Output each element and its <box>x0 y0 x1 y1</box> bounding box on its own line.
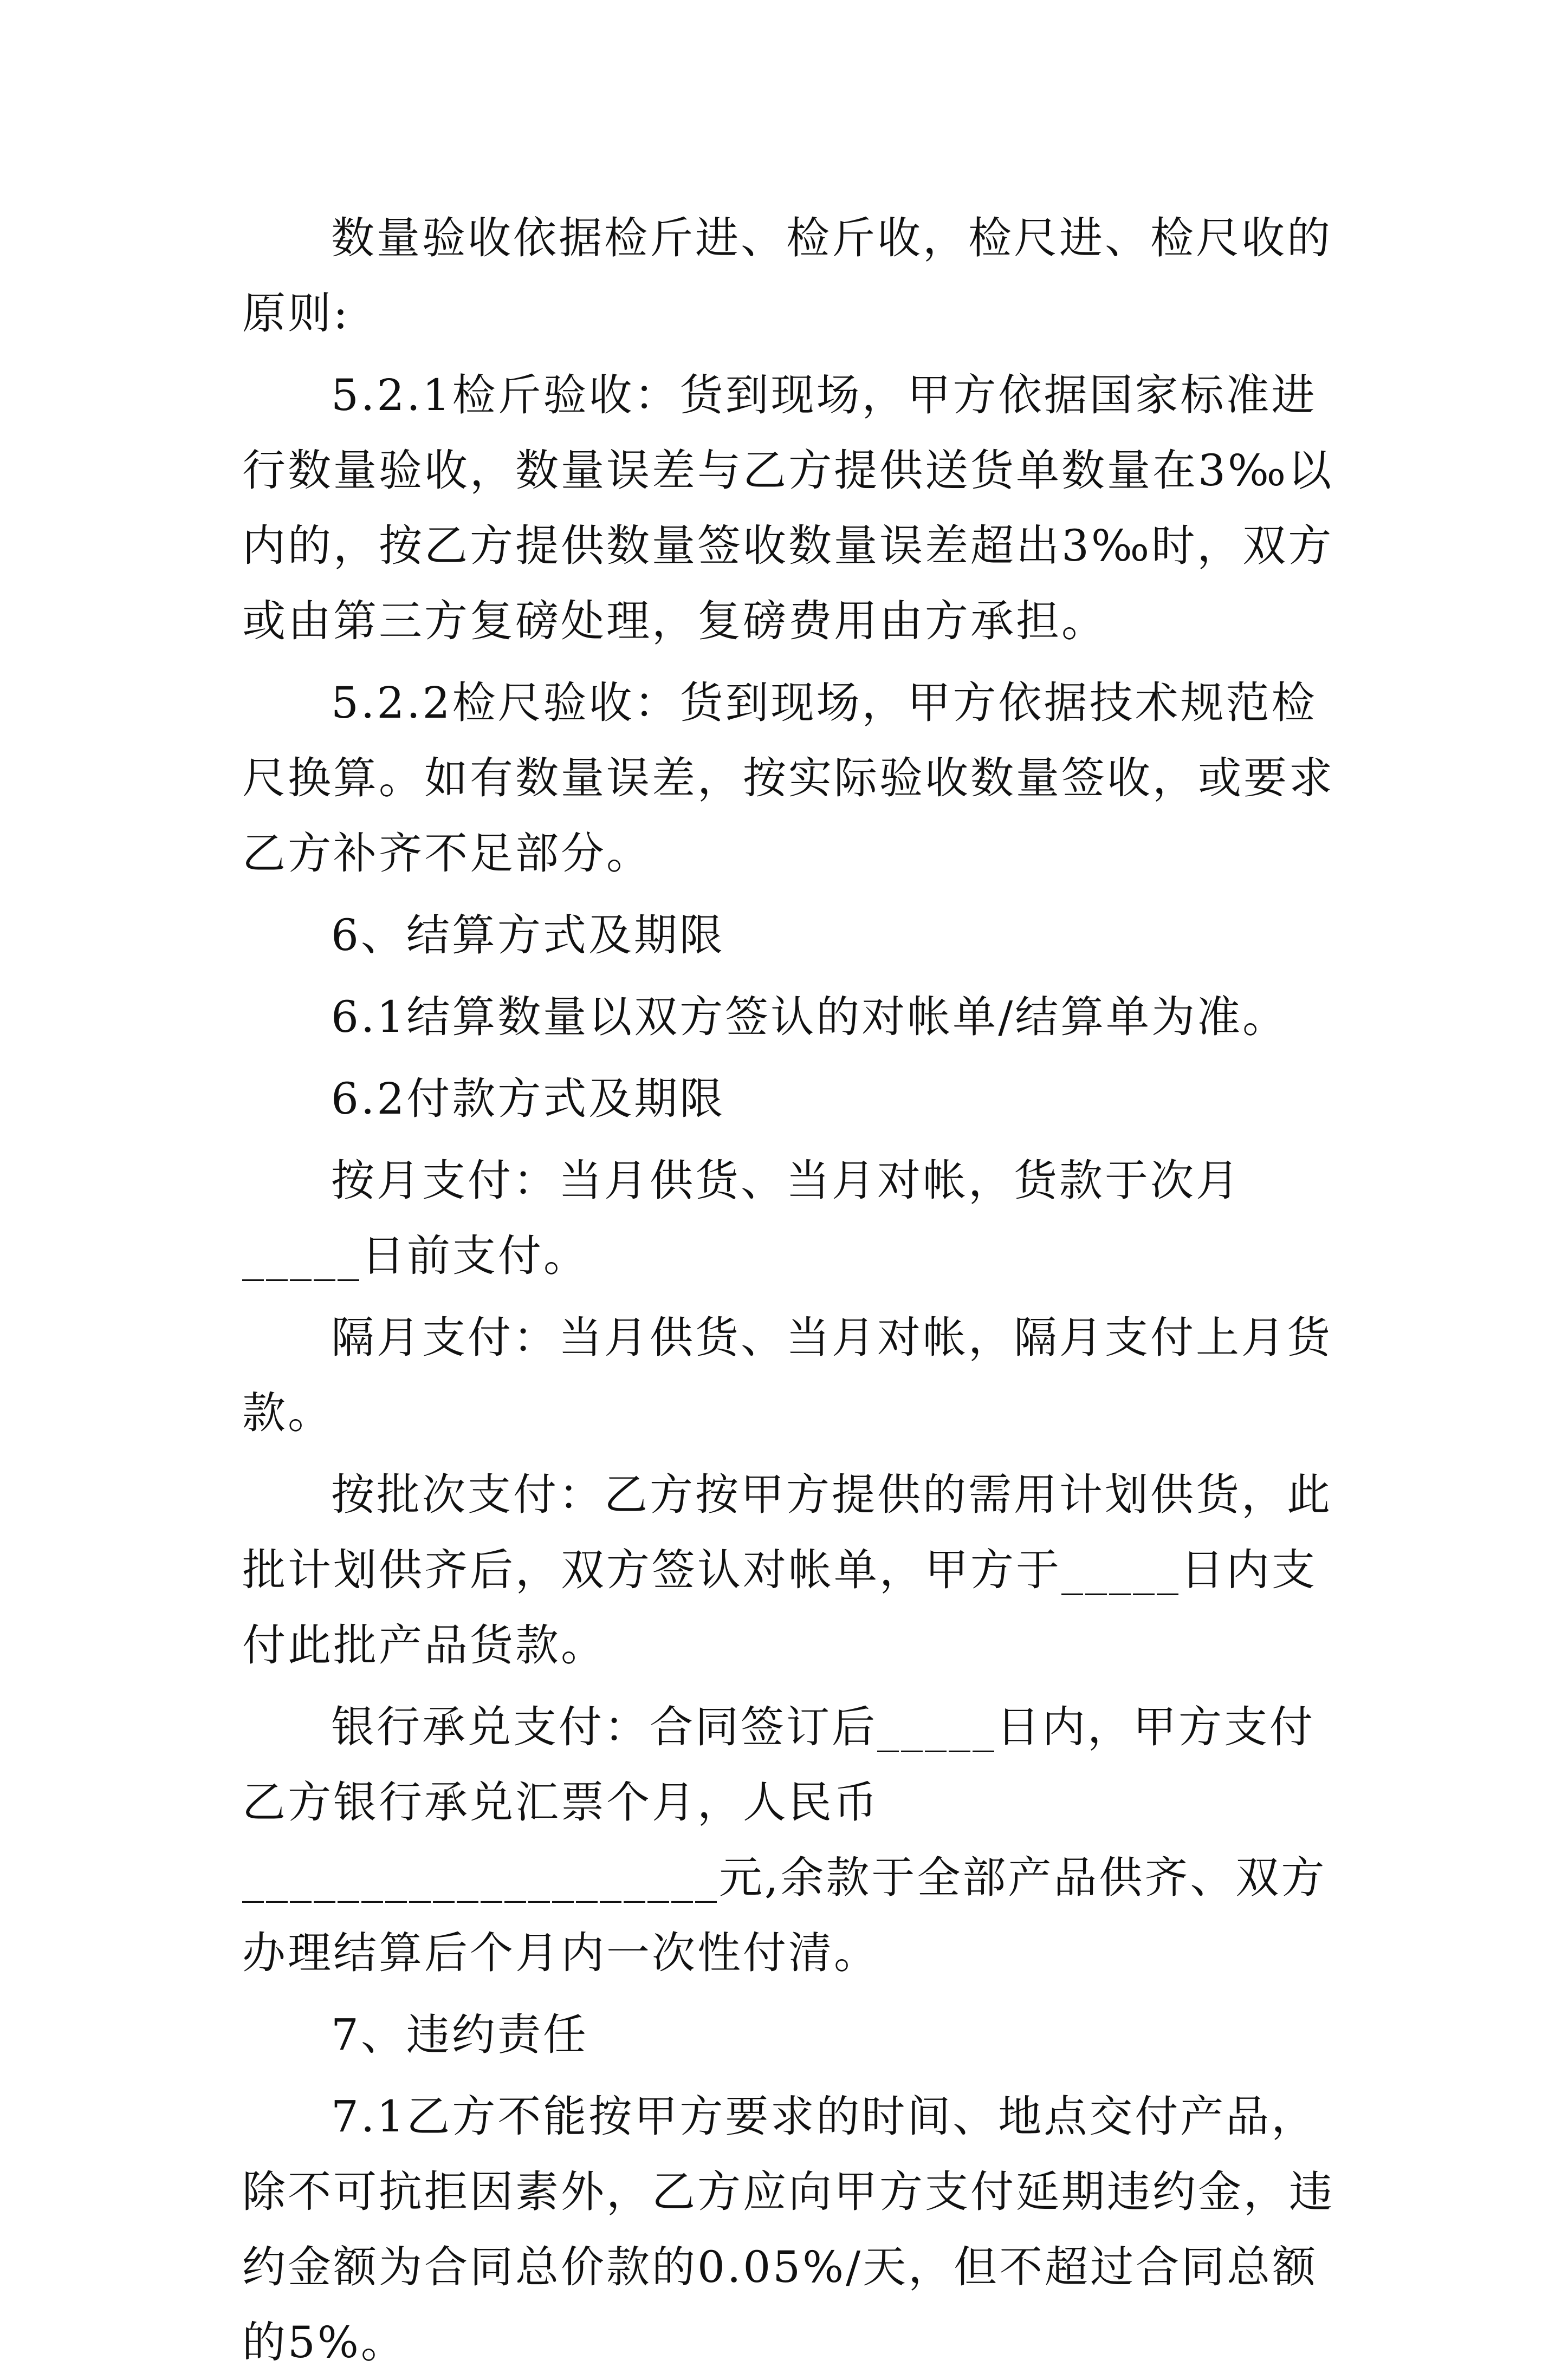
paragraph-6-2-payment-terms: 6.2付款方式及期限 <box>331 1074 725 1124</box>
paragraph-batch-payment: 按批次支付：乙方按甲方提供的需用计划供货，此批计划供齐后，双方签认对帐单，甲方于_____日内支付此批产品货款。 <box>242 1469 1332 1670</box>
paragraph-7-1-delivery-default: 7.1乙方不能按甲方要求的时间、地点交付产品，除不可抗拒因素外，乙方应向甲方支付延期违约金，违约金额为合同总价款的0.05%/天，但不超过合同总额的5%。 <box>242 2091 1334 2368</box>
paragraph-bank-acceptance-payment: 银行承兑支付：合同签订后_____日内，甲方支付乙方银行承兑汇票个月，人民币____________________元,余款于全部产品供齐、双方办理结算后个月内一次性付清。 <box>242 1702 1327 1978</box>
section-heading-6-settlement: 6、结算方式及期限 <box>331 910 725 960</box>
paragraph-alternate-month-payment: 隔月支付：当月供货、当月对帐，隔月支付上月货款。 <box>242 1312 1332 1438</box>
paragraph-5-2-2-measure-acceptance: 5.2.2检尺验收：货到现场，甲方依据技术规范检尺换算。如有数量误差，按实际验收数量签收，或要求乙方补齐不足部分。 <box>242 678 1334 879</box>
paragraph-monthly-payment: 按月支付：当月供货、当月对帐，货款于次月_____日前支付。 <box>242 1155 1241 1281</box>
section-heading-7-liability: 7、违约责任 <box>331 2010 588 2060</box>
document-body <box>242 200 1337 2380</box>
paragraph-quantity-acceptance-principle: 数量验收依据检斤进、检斤收，检尺进、检尺收的原则: <box>242 213 1332 339</box>
paragraph-6-1-settlement-quantity: 6.1结算数量以双方签认的对帐单/结算单为准。 <box>331 992 1288 1042</box>
paragraph-5-2-1-weight-acceptance: 5.2.1检斤验收：货到现场，甲方依据国家标准进行数量验收，数量误差与乙方提供送货单数量在3‰以内的，按乙方提供数量签收数量误差超出3‰时，双方或由第三方复磅处理，复磅费用由方承担。 <box>242 370 1334 646</box>
